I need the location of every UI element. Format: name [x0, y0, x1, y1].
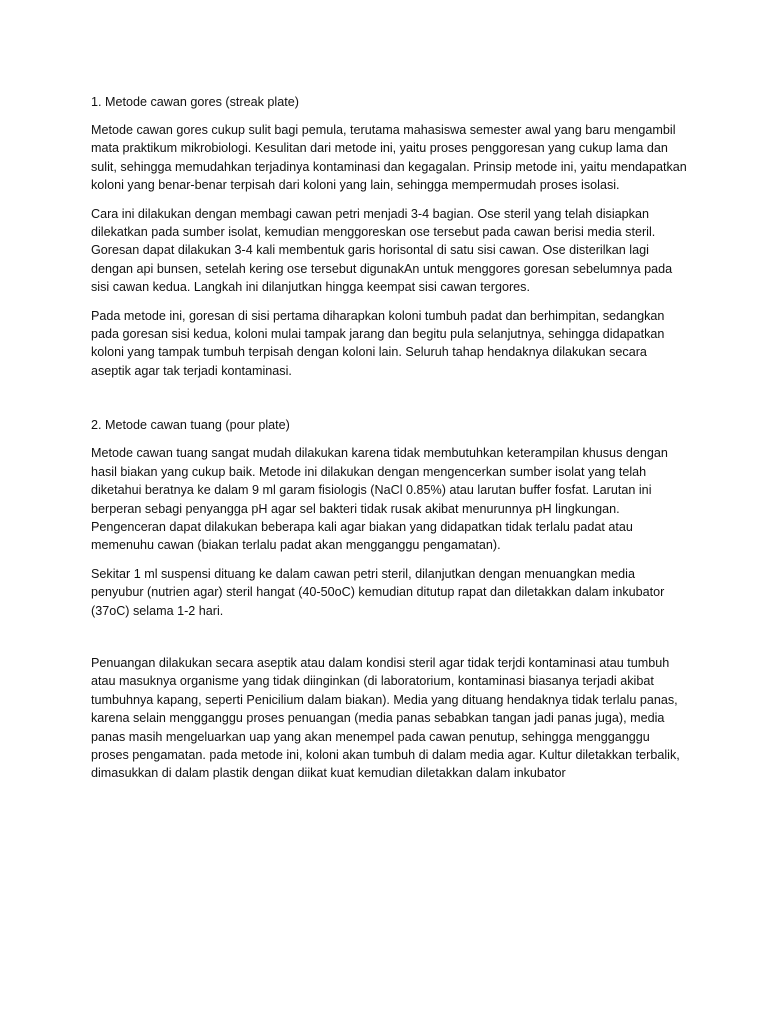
section-streak-plate	[91, 93, 688, 380]
paragraph-1-2: Cara ini dilakukan dengan membagi cawan petri menjadi 3-4 bagian. Ose steril yang telah disiapkan dilekatkan pada sumber isolat, kemudian menggoreskan ose tersebut pada cawan berisi media steril. Goresan dapat dilakukan 3-4 kali membentuk garis horisontal di satu sisi cawan. Ose disterilkan lagi dengan api bunsen, setelah kering ose tersebut digunakAn untuk menggores goresan sebelumnya pada sisi cawan kedua. Langkah ini dilanjutkan hingga keempat sisi cawan tergores.	[91, 206, 673, 295]
paragraph-2-1: Metode cawan tuang sangat mudah dilakukan karena tidak membutuhkan keterampilan khusus dengan hasil biakan yang cukup baik. Metode ini dilakukan dengan mengencerkan sumber isolat yang telah diketahui beratnya ke dalam 9 ml garam fisiologis (NaCl 0.85%) atau larutan buffer fosfat. Larutan ini berperan sebagi penyangga pH agar sel bakteri tidak rusak akibat menurunnya pH lingkungan. Pengenceran dapat dilakukan beberapa kali agar biakan yang didapatkan tidak terlalu padat atau memenuhu cawan (biakan terlalu padat akan mengganggu pengamatan).	[91, 446, 668, 553]
paragraph-1-1: Metode cawan gores cukup sulit bagi pemula, terutama mahasiswa semester awal yang baru mengambil mata praktikum mikrobiologi. Kesulitan dari metode ini, yaitu proses penggoresan yang cukup lama dan sulit, sehingga memudahkan terjadinya kontaminasi dan kegagalan. Prinsip metode ini, yaitu mendapatkan koloni yang benar-benar terpisah dari koloni yang lain, sehingga mempermudah proses isolasi.	[91, 123, 687, 193]
section-pour-plate	[91, 416, 688, 783]
paragraph-2-3: Penuangan dilakukan secara aseptik atau dalam kondisi steril agar tidak terjdi kontaminasi atau tumbuh atau masuknya organisme yang tidak diinginkan (di laboratorium, kontaminasi biasanya terjadi akibat tumbuhnya kapang, seperti Penicilium dalam biakan). Media yang dituang hendaknya tidak terlalu panas, karena selain mengganggu proses penuangan (media panas sebabkan tangan jadi panas juga), media panas masih mengeluarkan uap yang akan menempel pada cawan penutup, sehingga mengganggu proses pengamatan. pada metode ini, koloni akan tumbuh di dalam media agar. Kultur diletakkan terbalik, dimasukkan di dalam plastik dengan diikat kuat kemudian diletakkan dalam inkubator	[91, 655, 680, 781]
section-heading-1: 1. Metode cawan gores (streak plate)	[91, 95, 299, 109]
paragraph-1-3: Pada metode ini, goresan di sisi pertama diharapkan koloni tumbuh padat dan berhimpitan, sedangkan pada goresan sisi kedua, koloni mulai tampak jarang dan begitu pula selanjutnya, sehingga didapatkan koloni yang tampak tumbuh terpisah dengan koloni lain. Seluruh tahap hendaknya dilakukan secara aseptik agar tak terjadi kontaminasi.	[91, 308, 665, 378]
section-heading-2: 2. Metode cawan tuang (pour plate)	[91, 418, 290, 433]
paragraph-2-2: Sekitar 1 ml suspensi dituang ke dalam cawan petri steril, dilanjutkan dengan menuangkan media penyubur (nutrien agar) steril hangat (40-50oC) kemudian ditutup rapat dan diletakkan dalam inkubator (37oC) selama 1-2 hari.	[91, 566, 665, 618]
paragraph-spacer	[91, 630, 688, 654]
section-spacer	[91, 390, 688, 416]
